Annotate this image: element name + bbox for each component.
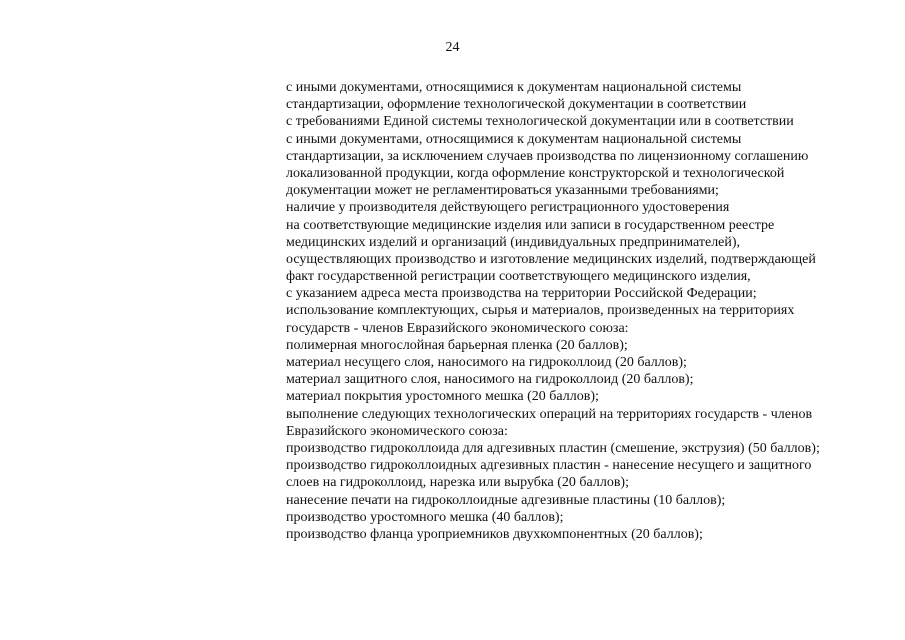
text-line: стандартизации, оформление технологической документации в соответствии bbox=[286, 97, 747, 113]
text-line: факт государственной регистрации соответствующего медицинского изделия, bbox=[286, 269, 751, 285]
page-number: 24 bbox=[445, 40, 460, 55]
text-line: выполнение следующих технологических операций на территориях государств - членов bbox=[286, 406, 813, 422]
text-line: нанесение печати на гидроколлоидные адгезивные пластины (10 баллов); bbox=[286, 492, 726, 508]
text-line: на соответствующие медицинские изделия или записи в государственном реестре bbox=[286, 217, 775, 233]
text-line: государств - членов Евразийского экономического союза: bbox=[286, 320, 629, 336]
text-line: Евразийского экономического союза: bbox=[286, 423, 508, 439]
text-line: использование комплектующих, сырья и материалов, произведенных на территориях bbox=[286, 303, 795, 319]
text-line: с требованиями Единой системы технологической документации или в соответствии bbox=[286, 114, 794, 130]
text-line: с иными документами, относящимися к документам национальной системы bbox=[286, 131, 742, 147]
text-line: локализованной продукции, когда оформление конструкторской и технологической bbox=[286, 165, 785, 181]
text-line: стандартизации, за исключением случаев производства по лицензионному соглашению bbox=[286, 148, 809, 164]
text-line: полимерная многослойная барьерная пленка (20 баллов); bbox=[286, 337, 628, 353]
text-line: производство гидроколлоидных адгезивных пластин - нанесение несущего и защитного bbox=[286, 458, 812, 474]
text-line: производство фланца уроприемников двухкомпонентных (20 баллов); bbox=[286, 526, 703, 542]
text-line: с указанием адреса места производства на территории Российской Федерации; bbox=[286, 286, 757, 302]
text-line: документации может не регламентироваться указанными требованиями; bbox=[286, 183, 719, 199]
text-line: наличие у производителя действующего регистрационного удостоверения bbox=[286, 200, 730, 216]
text-line: материал несущего слоя, наносимого на гидроколлоид (20 баллов); bbox=[286, 355, 687, 370]
text-line: осуществляющих производство и изготовление медицинских изделий, подтверждающей bbox=[286, 251, 816, 267]
text-line: с иными документами, относящимися к документам национальной системы bbox=[286, 80, 742, 95]
body-text bbox=[286, 79, 886, 543]
text-line: медицинских изделий и организаций (индивидуальных предпринимателей), bbox=[286, 234, 741, 250]
text-line: производство гидроколлоида для адгезивных пластин (смешение, экструзия) (50 баллов); bbox=[286, 440, 820, 456]
text-line: материал защитного слоя, наносимого на гидроколлоид (20 баллов); bbox=[286, 372, 694, 388]
text-line: производство уростомного мешка (40 баллов); bbox=[286, 509, 564, 525]
text-line: слоев на гидроколлоид, нарезка или вырубка (20 баллов); bbox=[286, 475, 629, 491]
text-line: материал покрытия уростомного мешка (20 баллов); bbox=[286, 389, 599, 405]
